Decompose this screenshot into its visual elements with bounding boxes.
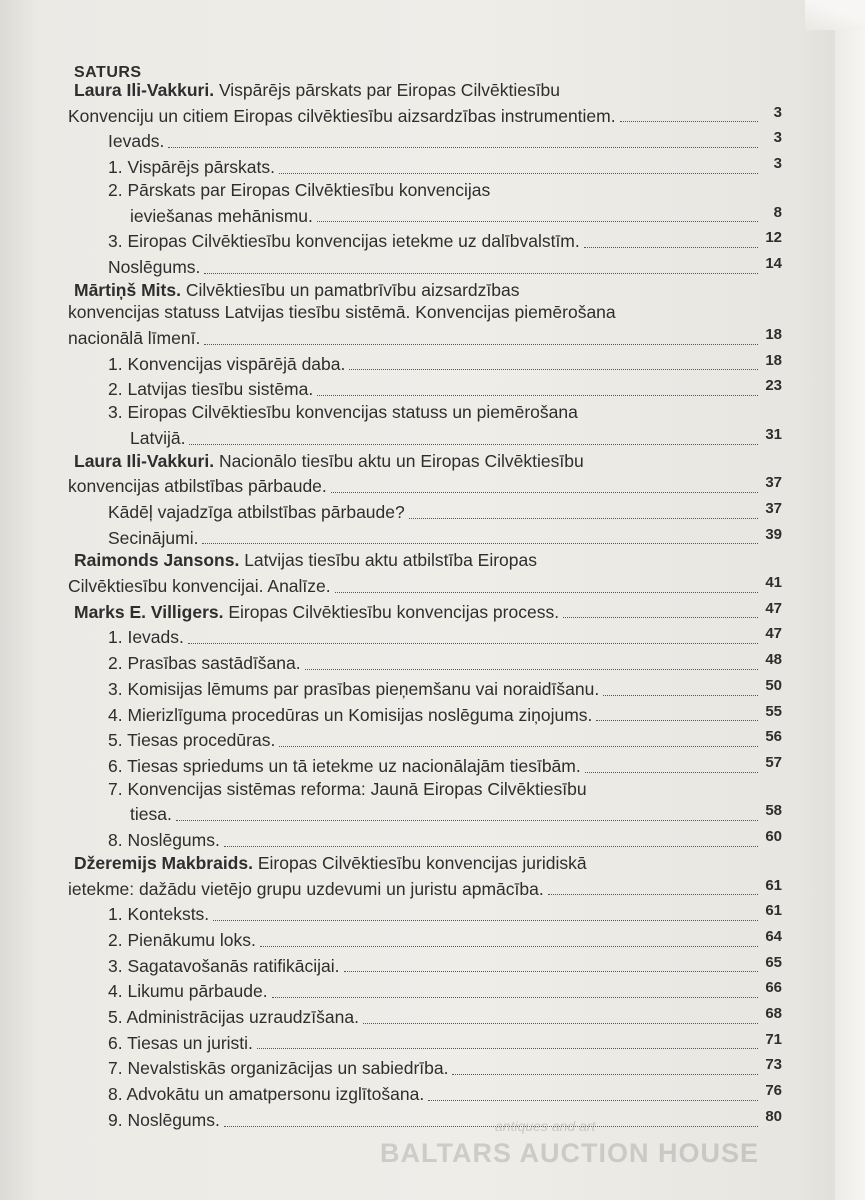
toc-title-line xyxy=(62,279,782,302)
toc-row xyxy=(62,572,782,598)
toc-row xyxy=(62,952,782,978)
page-number: 61 xyxy=(765,876,782,894)
entry-text: 8. Advokātu un amatpersonu izglītošana. xyxy=(108,1084,425,1105)
page-number: 61 xyxy=(765,902,782,920)
author-name: Laura Ili-Vakkuri. xyxy=(74,450,215,471)
page-number: 50 xyxy=(765,676,782,694)
entry-text: ietekme: dažādu vietējo grupu uzdevumi un juristu apmācība. xyxy=(68,878,544,899)
entry-text: 6. Tiesas un juristi. xyxy=(108,1032,253,1053)
entry-text: 1. Konteksts. xyxy=(108,904,210,925)
entry-text: nacionālā līmenī. xyxy=(68,328,201,349)
entry-text: konvencijas atbilstības pārbaude. xyxy=(68,476,327,497)
toc-row xyxy=(62,800,782,826)
toc-row xyxy=(62,826,782,852)
dot-leader xyxy=(331,492,758,493)
entry-text: 4. Mierizlīguma procedūras un Komisijas noslēguma ziņojums. xyxy=(108,704,593,725)
page-number: 56 xyxy=(765,728,782,746)
page-number: 65 xyxy=(765,953,782,971)
toc-row xyxy=(62,324,782,350)
dot-leader xyxy=(335,592,758,593)
page-number: 31 xyxy=(765,425,782,443)
toc-heading: SATURS xyxy=(74,64,142,81)
entry-text: Eiropas Cilvēktiesību konvencijas process. xyxy=(228,601,560,622)
toc-row xyxy=(62,524,782,550)
dot-leader xyxy=(620,121,758,122)
entry-text: Noslēgums. xyxy=(108,256,201,277)
entry-text: 8. Noslēgums. xyxy=(108,830,220,851)
dot-leader xyxy=(279,746,758,747)
entry-text: Cilvēktiesību un pamatbrīvību aizsardzības xyxy=(185,279,520,300)
toc-row xyxy=(62,598,782,624)
toc-row xyxy=(62,623,782,649)
entry-text: tiesa. xyxy=(130,804,172,825)
toc-row xyxy=(62,253,782,279)
page-number: 47 xyxy=(765,599,782,617)
entry-text: 1. Ievads. xyxy=(108,627,184,648)
page-number: 58 xyxy=(765,802,782,820)
page-number: 68 xyxy=(765,1005,782,1023)
entry-text: 5. Tiesas procedūras. xyxy=(108,730,276,751)
toc-row xyxy=(62,350,782,376)
author-name: Raimonds Jansons. xyxy=(74,550,240,571)
dot-leader xyxy=(224,846,758,847)
toc-title-line xyxy=(62,778,782,801)
entry-text: 3. Komisijas lēmums par prasības pieņemšanu vai noraidīšanu. xyxy=(108,678,600,699)
entry-text: 3. Sagatavošanās ratifikācijai. xyxy=(108,955,340,976)
author-name: Mārtiņš Mits. xyxy=(74,279,181,300)
dot-leader xyxy=(585,772,758,773)
entry-text: Latvijā. xyxy=(130,427,186,448)
toc-row xyxy=(62,726,782,752)
entry-text: 3. Eiropas Cilvēktiesību konvencijas statuss un piemērošana xyxy=(108,402,578,423)
entry-text: 3. Eiropas Cilvēktiesību konvencijas ietekme uz dalībvalstīm. xyxy=(108,231,580,252)
page-number: 71 xyxy=(765,1030,782,1048)
toc-row xyxy=(62,375,782,401)
dot-leader xyxy=(349,369,758,370)
toc-row xyxy=(62,1054,782,1080)
dot-leader xyxy=(548,894,758,895)
dot-leader xyxy=(224,1126,758,1127)
watermark-logo: BALTARS AUCTION HOUSE xyxy=(380,1138,759,1168)
page-number: 14 xyxy=(765,254,782,272)
entry-text: 7. Konvencijas sistēmas reforma: Jaunā Eiropas Cilvēktiesību xyxy=(108,778,587,799)
toc-title-line xyxy=(62,450,782,473)
page-number: 3 xyxy=(773,103,782,121)
toc-row xyxy=(62,1080,782,1106)
dot-leader xyxy=(409,518,758,519)
author-name: Džeremijs Makbraids. xyxy=(74,852,253,873)
page-number: 76 xyxy=(765,1082,782,1100)
toc-row xyxy=(62,153,782,179)
page-number: 80 xyxy=(765,1107,782,1125)
page-number: 23 xyxy=(765,377,782,395)
dot-leader xyxy=(596,720,758,721)
entry-text: Cilvēktiesību konvencijai. Analīze. xyxy=(68,576,331,597)
toc-title-line xyxy=(62,301,782,324)
toc-title-line xyxy=(62,79,782,102)
entry-text: Ievads. xyxy=(108,131,165,152)
page-number: 66 xyxy=(765,979,782,997)
entry-text: 2. Prasības sastādīšana. xyxy=(108,653,301,674)
page-number: 39 xyxy=(765,525,782,543)
entry-text: 2. Pārskats par Eiropas Cilvēktiesību konvencijas xyxy=(108,179,491,200)
toc-title-line xyxy=(62,401,782,424)
entry-text: 1. Konvencijas vispārējā daba. xyxy=(108,353,346,374)
dot-leader xyxy=(204,273,758,274)
entry-text: 5. Administrācijas uzraudzīšana. xyxy=(108,1007,359,1028)
page-number: 47 xyxy=(765,625,782,643)
entry-text: 4. Likumu pārbaude. xyxy=(108,981,268,1002)
entry-text: konvencijas statuss Latvijas tiesību sistēmā. Konvencijas piemērošana xyxy=(68,302,616,323)
dot-leader xyxy=(168,147,758,148)
toc-row xyxy=(62,227,782,253)
toc-title-line xyxy=(62,549,782,572)
toc-row xyxy=(62,1029,782,1055)
page-gutter-shadow xyxy=(0,0,38,1200)
entry-text: Kādēļ vajadzīga atbilstības pārbaude? xyxy=(108,501,405,522)
page-number: 57 xyxy=(765,753,782,771)
page-corner xyxy=(805,0,865,30)
entry-text: 7. Nevalstiskās organizācijas un sabiedrība. xyxy=(108,1058,449,1079)
entry-text: Eiropas Cilvēktiesību konvencijas juridiskā xyxy=(257,852,587,873)
toc-title-line xyxy=(62,852,782,875)
page-number: 60 xyxy=(765,828,782,846)
dot-leader xyxy=(279,173,758,174)
entry-text: 2. Latvijas tiesību sistēma. xyxy=(108,379,314,400)
dot-leader xyxy=(317,221,758,222)
page-number: 48 xyxy=(765,651,782,669)
toc-row xyxy=(62,1003,782,1029)
dot-leader xyxy=(563,617,758,618)
dot-leader xyxy=(603,695,758,696)
toc-row xyxy=(62,649,782,675)
author-name: Laura Ili-Vakkuri. xyxy=(74,80,215,100)
dot-leader xyxy=(204,344,758,345)
author-name: Marks E. Villigers. xyxy=(74,601,224,622)
dot-leader xyxy=(305,669,758,670)
toc-row xyxy=(62,977,782,1003)
entry-text: 6. Tiesas spriedums un tā ietekme uz nacionālajām tiesībām. xyxy=(108,755,581,776)
page-number: 12 xyxy=(765,229,782,247)
toc-row xyxy=(62,752,782,778)
dot-leader xyxy=(452,1074,758,1075)
dot-leader xyxy=(257,1048,758,1049)
entry-text: 2. Pienākumu loks. xyxy=(108,929,256,950)
page-number: 55 xyxy=(765,702,782,720)
toc-title-line xyxy=(62,179,782,202)
toc-row xyxy=(62,926,782,952)
entry-text: Konvenciju un citiem Eiropas cilvēktiesību aizsardzības instrumentiem. xyxy=(68,105,616,126)
dot-leader xyxy=(584,247,758,248)
page-number: 3 xyxy=(773,129,782,147)
toc-row xyxy=(62,900,782,926)
page-number: 37 xyxy=(765,474,782,492)
entry-text: Latvijas tiesību aktu atbilstība Eiropas xyxy=(244,550,538,571)
toc-row xyxy=(62,127,782,153)
entry-text: ieviešanas mehānismu. xyxy=(130,205,313,226)
entry-text: Nacionālo tiesību aktu un Eiropas Cilvēktiesību xyxy=(218,450,584,471)
dot-leader xyxy=(317,395,758,396)
dot-leader xyxy=(363,1023,758,1024)
toc-row xyxy=(62,102,782,128)
dot-leader xyxy=(428,1100,758,1101)
watermark-tagline: antiques and art xyxy=(495,1118,596,1134)
entry-text: 1. Vispārējs pārskats. xyxy=(108,157,275,178)
page-edge xyxy=(835,0,865,1200)
entry-text: Vispārējs pārskats par Eiropas Cilvēktiesību xyxy=(218,80,561,100)
dot-leader xyxy=(202,543,758,544)
dot-leader xyxy=(213,920,758,921)
toc-row xyxy=(62,675,782,701)
toc-row xyxy=(62,202,782,228)
page-number: 8 xyxy=(773,203,782,221)
entry-text: Secinājumi. xyxy=(108,527,199,548)
toc-row xyxy=(62,875,782,901)
toc-row xyxy=(62,701,782,727)
dot-leader xyxy=(260,946,758,947)
dot-leader xyxy=(189,444,758,445)
toc-row xyxy=(62,424,782,450)
entry-text: 9. Noslēgums. xyxy=(108,1109,220,1130)
page-number: 18 xyxy=(765,351,782,369)
page-number: 37 xyxy=(765,499,782,517)
page-number: 18 xyxy=(765,326,782,344)
dot-leader xyxy=(188,643,758,644)
dot-leader xyxy=(344,971,758,972)
toc-row xyxy=(62,1106,782,1132)
table-of-contents xyxy=(62,64,782,1132)
dot-leader xyxy=(176,820,758,821)
toc-row xyxy=(62,498,782,524)
dot-leader xyxy=(272,997,758,998)
page-number: 73 xyxy=(765,1056,782,1074)
page-number: 41 xyxy=(765,574,782,592)
page-number: 64 xyxy=(765,927,782,945)
toc-row xyxy=(62,472,782,498)
page-number: 3 xyxy=(773,155,782,173)
